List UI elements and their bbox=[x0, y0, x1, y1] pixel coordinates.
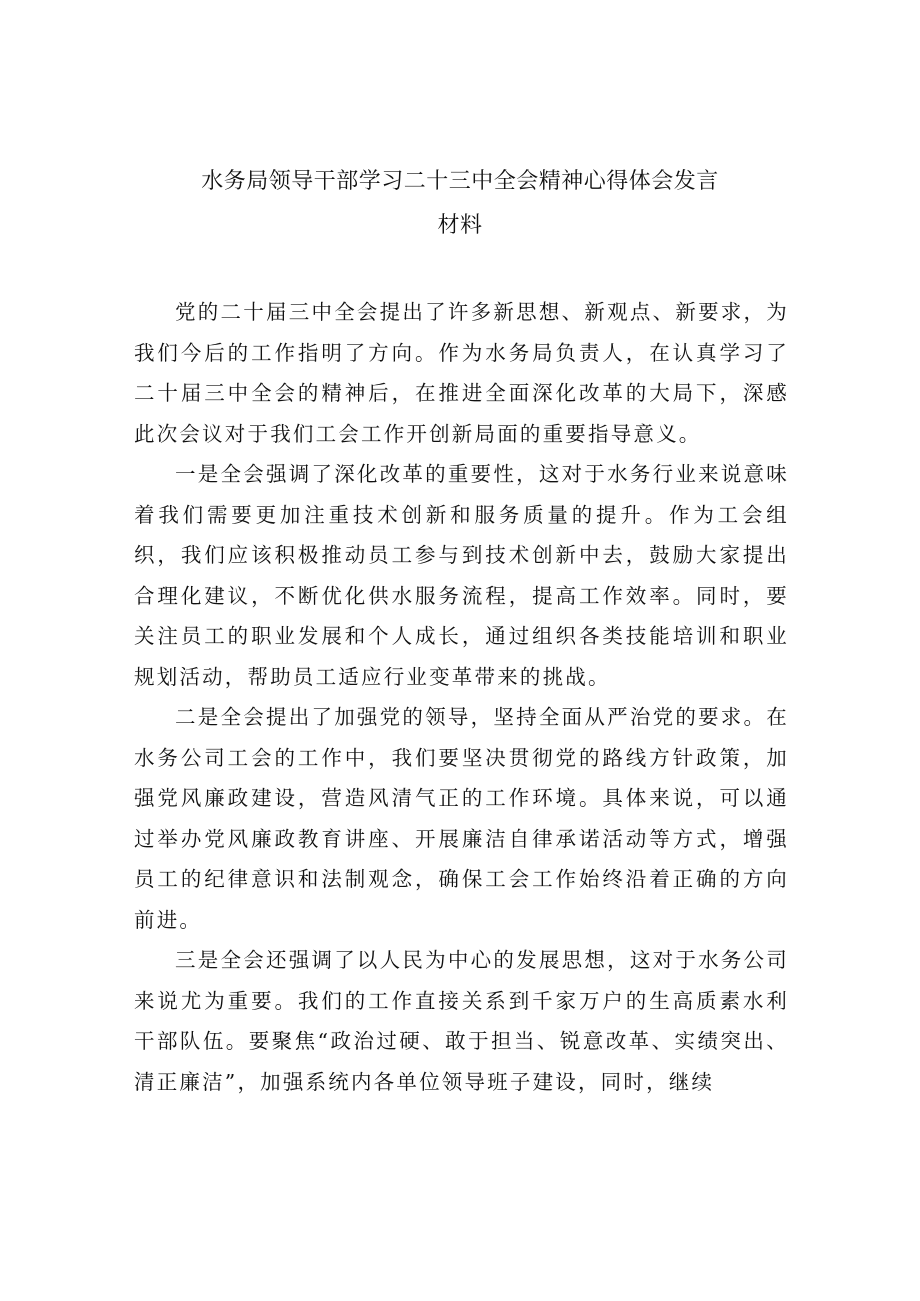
paragraph-3: 二是全会提出了加强党的领导，坚持全面从严治党的要求。在水务公司工会的工作中，我们要坚决贯彻党的路线方针政策，加强党风廉政建设，营造风清气正的工作环境。具体来说，可以通过举办党风廉政教育讲座、开展廉洁自律承诺活动等方式，增强员工的纪律意识和法制观念，确保工会工作始终沿着正确的方向前进。 bbox=[134, 705, 789, 932]
paragraph-4: 三是全会还强调了以人民为中心的发展思想，这对于水务公司来说尤为重要。我们的工作直接关系到千家万户的生高质素水利干部队伍。要聚焦“政治过硬、敢于担当、锐意改革、实绩突出、清正廉洁”，加强系统内各单位领导班子建设，同时，继续 bbox=[134, 948, 789, 1094]
document-title-line-1: 水务局领导干部学习二十三中全会精神心得体会发言 bbox=[201, 169, 719, 194]
document-title bbox=[0, 160, 920, 248]
document-title-line-2: 材料 bbox=[437, 213, 483, 238]
paragraph-2: 一是全会强调了深化改革的重要性，这对于水务行业来说意味着我们需要更加注重技术创新和服务质量的提升。作为工会组织，我们应该积极推动员工参与到技术创新中去，鼓励大家提出合理化建议，不断优化供水服务流程，提高工作效率。同时，要关注员工的职业发展和个人成长，通过组织各类技能培训和职业规划活动，帮助员工适应行业变革带来的挑战。 bbox=[134, 462, 789, 689]
document-body bbox=[134, 292, 789, 1102]
paragraph-1: 党的二十届三中全会提出了许多新思想、新观点、新要求，为我们今后的工作指明了方向。作为水务局负责人，在认真学习了二十届三中全会的精神后，在推进全面深化改革的大局下，深感此次会议对于我们工会工作开创新局面的重要指导意义。 bbox=[134, 300, 789, 446]
